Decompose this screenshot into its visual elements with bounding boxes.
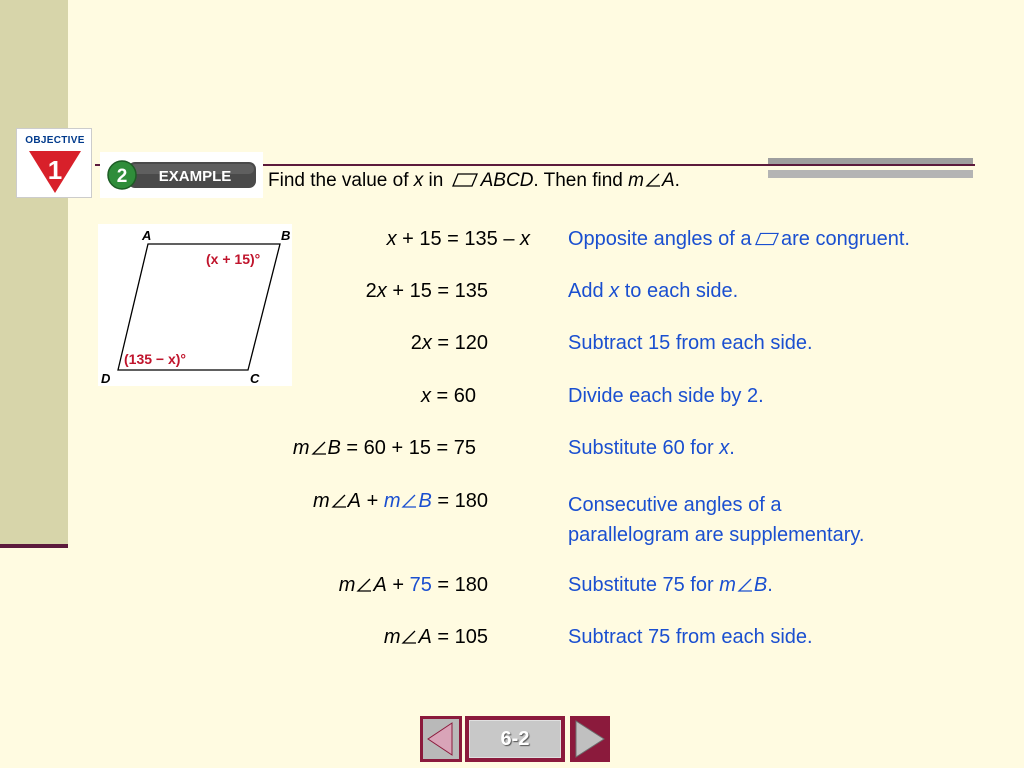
step-6-m-1: m (313, 490, 330, 512)
step-8-equation (384, 626, 488, 649)
step-6-equation (313, 490, 488, 513)
step-1-equation (387, 228, 530, 251)
step-6-text: = 180 (431, 490, 488, 512)
step-3-coef: 2 (410, 332, 422, 354)
angle-icon (311, 441, 327, 455)
objective-label: OBJECTIVE (25, 135, 85, 146)
step-4-reason: Divide each side by 2. (568, 385, 764, 407)
header-gray-bar-bottom (768, 170, 973, 178)
step-5-var: B (327, 437, 341, 459)
step-3-text: = 120 (431, 332, 488, 354)
prompt-m: m (628, 170, 644, 191)
step-6-reason-line-1: Consecutive angles of a (568, 494, 782, 516)
parallelogram-icon (755, 232, 779, 246)
objective-triangle-icon (27, 149, 83, 195)
step-7-text: = 180 (431, 574, 488, 596)
step-7-equation (339, 574, 488, 597)
step-1-text: + 15 = 135 – (396, 228, 520, 250)
prompt-text-2: in (423, 170, 449, 191)
step-5-equation (293, 437, 476, 460)
step-5-reason (568, 437, 735, 460)
step-8-reason: Subtract 75 from each side. (568, 626, 813, 648)
step-5-m: m (292, 437, 310, 459)
angle-b-label: (x + 15)° (206, 251, 261, 267)
step-2-var: x (376, 280, 387, 302)
step-2-equation (366, 280, 488, 303)
left-arrow-icon (420, 716, 462, 762)
objective-badge (16, 128, 92, 198)
step-4-var: x (420, 385, 431, 407)
step-2-text: + 15 = 135 (386, 280, 488, 302)
step-8-var: A (418, 626, 432, 648)
vertex-a-label: A (142, 228, 152, 243)
step-5-text: = 60 + 15 = 75 (340, 437, 476, 459)
step-1-reason-text-1: Opposite angles of a (568, 228, 758, 250)
step-7-plus: + (386, 574, 410, 596)
step-3-var: x (421, 332, 432, 354)
next-slide-button[interactable] (570, 716, 610, 762)
example-number: 2 (116, 166, 128, 187)
step-2-reason (568, 280, 738, 303)
header-gray-bar-top (768, 158, 973, 164)
step-7-reason-text-2: . (767, 574, 773, 596)
angle-d-label: (135 − x)° (124, 351, 187, 367)
step-6-highlight (384, 490, 432, 512)
step-7-var: A (373, 574, 387, 596)
step-6-m-2: m (383, 490, 401, 512)
example-label: EXAMPLE (158, 168, 232, 185)
step-7-highlight-value: 75 (409, 574, 432, 596)
step-6-reason-line-2: parallelogram are supplementary. (568, 524, 865, 546)
problem-prompt (268, 170, 680, 192)
step-2-reason-text-1: Add (568, 280, 610, 302)
vertex-b-label: B (281, 228, 291, 243)
angle-icon (356, 578, 372, 592)
prompt-angle-var: A (661, 170, 675, 191)
step-4-equation (421, 385, 476, 408)
step-2-coef: 2 (365, 280, 377, 302)
parallelogram-figure (98, 224, 292, 386)
step-2-reason-text-2: to each side. (619, 280, 739, 302)
step-1-var: x (386, 228, 397, 250)
prompt-shape-name: ABCD (480, 170, 534, 191)
step-7-reason-m: m (719, 574, 736, 596)
objective-number: 1 (47, 155, 63, 185)
step-7-reason-text-1: Substitute 75 for (568, 574, 720, 596)
example-badge (100, 152, 263, 198)
step-5-reason-text-2: . (729, 437, 735, 459)
step-6-var-2: B (418, 490, 432, 512)
step-7-m: m (338, 574, 356, 596)
step-1-var-2: x (520, 228, 530, 250)
step-2-reason-var: x (609, 280, 620, 302)
previous-slide-button[interactable] (420, 716, 462, 762)
angle-icon (401, 494, 417, 508)
angle-icon (645, 173, 661, 187)
step-3-equation (411, 332, 488, 355)
section-button[interactable] (465, 716, 565, 762)
section-label: 6-2 (500, 728, 530, 750)
step-1-reason (568, 228, 910, 251)
step-1-reason-text-2: are congruent. (781, 228, 910, 250)
angle-icon (401, 630, 417, 644)
step-3-reason: Subtract 15 from each side. (568, 332, 813, 354)
angle-icon (737, 578, 753, 592)
prompt-text-4: . (674, 170, 680, 191)
step-6-plus: + (361, 490, 384, 512)
prompt-var-x: x (413, 170, 424, 191)
angle-icon (331, 494, 347, 508)
vertex-c-label: C (250, 371, 260, 386)
right-arrow-icon (570, 716, 610, 762)
step-4-text: = 60 (430, 385, 476, 407)
prompt-text-1: Find the value of (268, 170, 414, 191)
step-6-reason (568, 490, 864, 550)
step-8-text: = 105 (431, 626, 488, 648)
step-7-reason (568, 574, 773, 597)
prompt-text-3: . Then find (533, 170, 629, 191)
step-5-reason-var: x (719, 437, 730, 459)
left-sidebar (0, 0, 68, 545)
step-8-m: m (383, 626, 401, 648)
sidebar-rule (0, 544, 68, 548)
step-7-reason-var: B (753, 574, 768, 596)
step-5-reason-text-1: Substitute 60 for (568, 437, 720, 459)
vertex-d-label: D (101, 371, 111, 386)
section-button-face (469, 720, 561, 758)
step-6-var-1: A (347, 490, 362, 512)
parallelogram-icon (452, 173, 478, 187)
